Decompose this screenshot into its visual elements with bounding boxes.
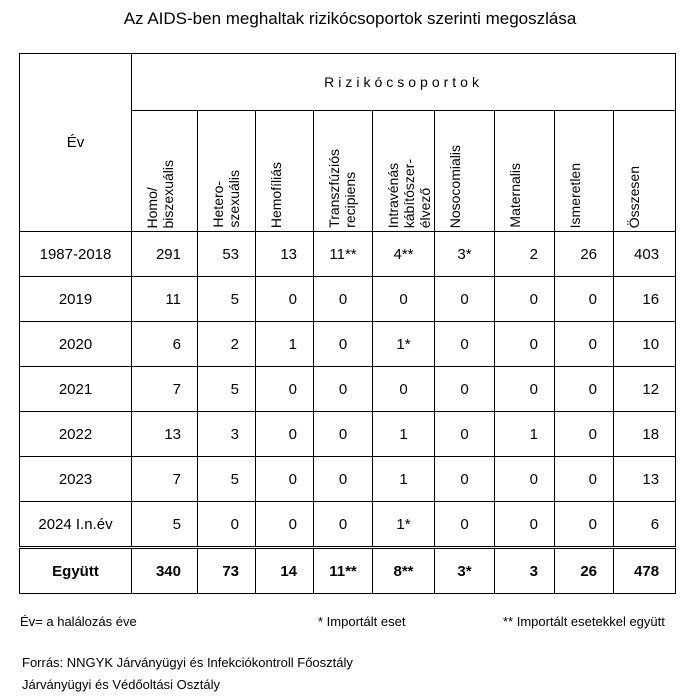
value-cell: 2 [198,322,256,367]
total-value-cell: 340 [132,548,198,594]
value-cell: 10 [614,322,676,367]
column-header-label [268,158,284,228]
value-cell: 5 [198,277,256,322]
column-header-label [210,166,242,228]
value-cell: 0 [314,457,373,502]
value-cell: 0 [555,322,614,367]
value-cell: 4** [373,232,435,277]
value-cell: 1* [373,322,435,367]
column-header-label [626,162,642,228]
value-cell: 16 [614,277,676,322]
value-cell: 0 [495,322,555,367]
value-cell: 0 [555,367,614,412]
value-cell: 3 [198,412,256,457]
value-cell: 0 [435,502,495,548]
value-cell: 403 [614,232,676,277]
column-header-label [326,145,358,228]
table-title: Az AIDS-ben meghaltak rizikócsoportok szerinti megoszlása [123,9,577,28]
source-line-2: Járványügyi és Védőoltási Osztály [22,677,220,692]
value-cell: 0 [555,457,614,502]
value-cell: 13 [132,412,198,457]
year-header: Év [20,54,132,232]
table-row [20,232,676,277]
column-header-line: biszexuális [160,159,176,228]
column-header-label [385,155,433,228]
column-header [435,111,495,232]
column-header [314,111,373,232]
footnote-imported: * Importált eset [318,614,406,629]
table-row [20,367,676,412]
value-cell: 5 [198,367,256,412]
year-cell: 2022 [20,412,132,457]
value-cell: 13 [614,457,676,502]
column-header-line: élvező [417,187,433,228]
column-header-line: kábítószer- [401,158,417,228]
column-header [495,111,555,232]
column-header-line: Maternalis [507,163,523,228]
value-cell: 5 [198,457,256,502]
value-cell: 7 [132,367,198,412]
year-cell: 2021 [20,367,132,412]
value-cell: 0 [314,277,373,322]
value-cell: 1 [256,322,314,367]
value-cell: 0 [256,502,314,548]
year-cell: 2024 I.n.év [20,502,132,548]
value-cell: 7 [132,457,198,502]
column-header [132,111,198,232]
year-cell: 2023 [20,457,132,502]
footnote-year: Év= a halálozás éve [20,614,137,629]
value-cell: 18 [614,412,676,457]
column-header-line: Hetero- [210,181,226,228]
total-row [20,548,676,594]
column-header [555,111,614,232]
total-value-cell: 14 [256,548,314,594]
year-cell: 2020 [20,322,132,367]
value-cell: 12 [614,367,676,412]
total-label: Együtt [20,548,132,594]
value-cell: 1* [373,502,435,548]
value-cell: 0 [314,502,373,548]
data-table [19,53,676,594]
value-cell: 1 [373,457,435,502]
total-value-cell: 3* [435,548,495,594]
value-cell: 11** [314,232,373,277]
value-cell: 0 [256,367,314,412]
value-cell: 291 [132,232,198,277]
value-cell: 0 [555,412,614,457]
value-cell: 0 [256,457,314,502]
column-header [614,111,676,232]
table-row [20,457,676,502]
source-line-1: Forrás: NNGYK Járványügyi és Infekciókontroll Főosztály [22,655,353,670]
column-header-line: Összesen [626,165,642,228]
value-cell: 0 [314,367,373,412]
column-header-label [567,159,583,228]
value-cell: 0 [495,502,555,548]
value-cell: 6 [132,322,198,367]
value-cell: 13 [256,232,314,277]
value-cell: 0 [373,277,435,322]
value-cell: 0 [314,412,373,457]
column-header-label [144,156,176,228]
value-cell: 6 [614,502,676,548]
value-cell: 26 [555,232,614,277]
column-header-line: Homo/ [144,186,160,228]
value-cell: 53 [198,232,256,277]
value-cell: 0 [256,277,314,322]
value-cell: 0 [495,367,555,412]
value-cell: 0 [256,412,314,457]
total-value-cell: 3 [495,548,555,594]
value-cell: 3* [435,232,495,277]
value-cell: 0 [435,457,495,502]
column-header [198,111,256,232]
table-row [20,502,676,548]
table-row [20,412,676,457]
total-value-cell: 8** [373,548,435,594]
value-cell: 0 [495,277,555,322]
value-cell: 11 [132,277,198,322]
total-value-cell: 73 [198,548,256,594]
total-value-cell: 26 [555,548,614,594]
value-cell: 0 [435,367,495,412]
value-cell: 0 [495,457,555,502]
column-header [373,111,435,232]
column-header-line: Nosocomialis [447,144,463,228]
column-header-line: recipiens [342,171,358,228]
footnote-imported-incl: ** Importált esetekkel együtt [503,614,665,629]
total-value-cell: 11** [314,548,373,594]
value-cell: 5 [132,502,198,548]
value-cell: 2 [495,232,555,277]
column-header-line: Ismeretlen [567,162,583,228]
column-header-line: szexuális [226,170,242,228]
column-header-label [507,159,523,228]
column-header-line: Intravénás [385,162,401,228]
value-cell: 0 [555,502,614,548]
value-cell: 1 [373,412,435,457]
column-header-label [447,141,463,228]
total-value-cell: 478 [614,548,676,594]
value-cell: 0 [314,322,373,367]
value-cell: 0 [435,412,495,457]
risk-group-header: Rizikócsoportok [132,54,676,111]
year-cell: 1987-2018 [20,232,132,277]
column-header-line: Transzfúziós [326,149,342,228]
table-row [20,277,676,322]
column-header [256,111,314,232]
table-row [20,322,676,367]
value-cell: 0 [435,277,495,322]
value-cell: 1 [495,412,555,457]
column-header-line: Hemofíliás [268,161,284,228]
value-cell: 0 [373,367,435,412]
year-cell: 2019 [20,277,132,322]
value-cell: 0 [555,277,614,322]
value-cell: 0 [198,502,256,548]
value-cell: 0 [435,322,495,367]
